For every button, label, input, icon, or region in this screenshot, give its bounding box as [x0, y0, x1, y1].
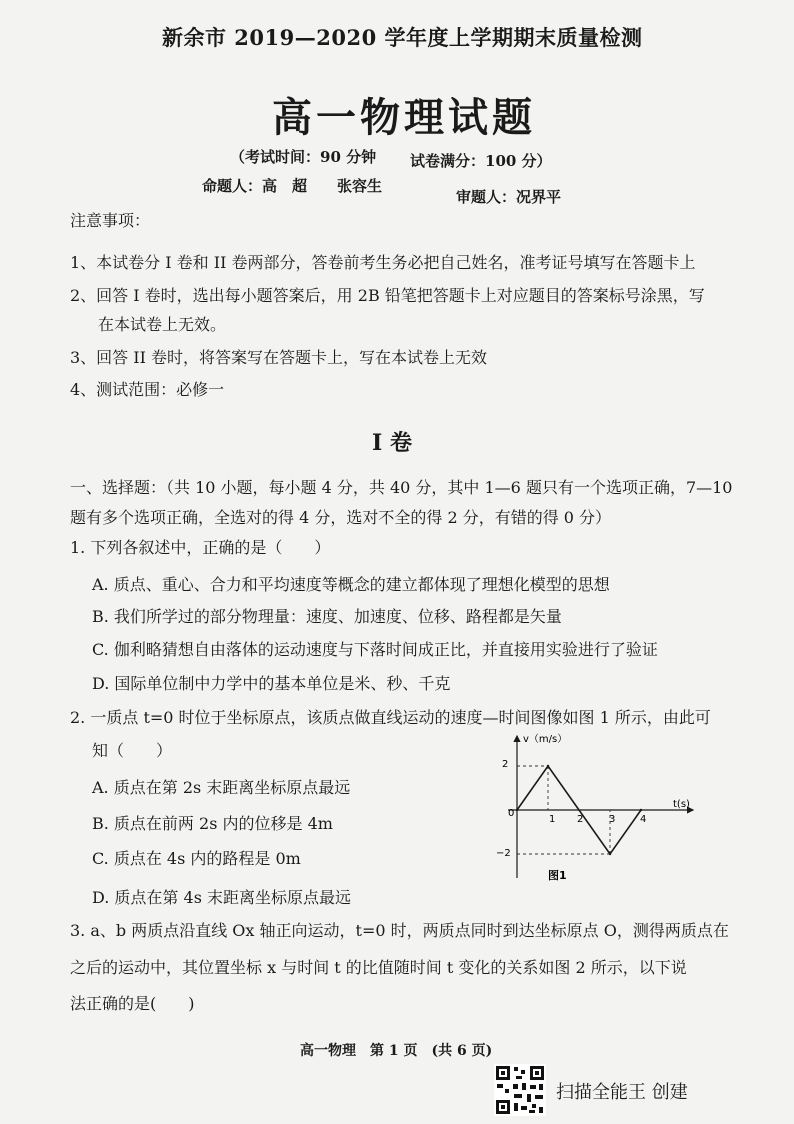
- x-axis-label: t(s): [673, 799, 690, 810]
- y-tick-label: 2: [502, 759, 509, 770]
- question-1-option-b: B. 我们所学过的部分物理量：速度、加速度、位移、路程都是矢量: [92, 607, 562, 626]
- qr-code-icon: [494, 1064, 546, 1116]
- author-label: 命题人：高 超 张容生: [202, 177, 383, 195]
- question-2-option-d: D. 质点在第 4s 末距离坐标原点最远: [92, 888, 351, 907]
- question-3-stem: 法正确的是( ): [70, 994, 195, 1013]
- origin-label: 0: [508, 808, 515, 819]
- figure-caption: 图1: [548, 869, 567, 882]
- x-tick-label: 3: [609, 814, 616, 825]
- question-2-option-b: B. 质点在前两 2s 内的位移是 4m: [92, 814, 333, 833]
- question-1-option-d: D. 国际单位制中力学中的基本单位是米、秒、千克: [92, 674, 451, 693]
- x-tick-label: 4: [640, 814, 647, 825]
- full-marks: 试卷满分：100 分）: [410, 152, 552, 170]
- section-instructions: 一、选择题：（共 10 小题，每小题 4 分，共 40 分，其中 1—6 题只有一个选项正确，7—10: [70, 478, 733, 497]
- notes-item: 2、回答 I 卷时，选出每小题答案后，用 2B 铅笔把答题卡上对应题目的答案标号涂黑，写: [70, 286, 705, 305]
- scanner-watermark: 扫描全能王 创建: [556, 1082, 688, 1103]
- data-point: [516, 809, 518, 811]
- question-3-stem: 之后的运动中，其位置坐标 x 与时间 t 的比值随时间 t 变化的关系如图 2 所示，以下说: [70, 958, 687, 977]
- notes-heading: 注意事项：: [70, 211, 151, 230]
- data-point: [547, 765, 549, 767]
- y-tick-label: −2: [496, 848, 511, 859]
- data-point: [640, 809, 642, 811]
- question-1-option-a: A. 质点、重心、合力和平均速度等概念的建立都体现了理想化模型的思想: [92, 575, 610, 594]
- reviewer-label: 审题人：况界平: [456, 188, 562, 206]
- question-1-stem: 1. 下列各叙述中，正确的是（ ）: [70, 538, 331, 557]
- notes-item: 在本试卷上无效。: [98, 315, 227, 334]
- notes-item: 3、回答 II 卷时，将答案写在答题卡上，写在本试卷上无效: [70, 348, 487, 367]
- notes-item: 4、测试范围：必修一: [70, 380, 225, 399]
- section-instructions: 题有多个选项正确，全选对的得 4 分，选对不全的得 2 分，有错的得 0 分）: [70, 508, 612, 527]
- y-axis-label: v（m/s）: [523, 734, 568, 745]
- exam-time: （考试时间：90 分钟: [230, 148, 377, 166]
- exam-header-line: 新余市 2019—2020 学年度上学期期末质量检测: [162, 25, 643, 50]
- page-title: 高一物理试题: [272, 94, 536, 141]
- question-2-option-c: C. 质点在 4s 内的路程是 0m: [92, 849, 301, 868]
- data-point: [609, 853, 611, 855]
- x-tick-label: 1: [549, 814, 556, 825]
- question-1-option-c: C. 伽利略猜想自由落体的运动速度与下落时间成正比，并直接用实验进行了验证: [92, 640, 658, 659]
- section-title: I 卷: [372, 430, 412, 456]
- x-tick-label: 2: [577, 814, 584, 825]
- question-2-option-a: A. 质点在第 2s 末距离坐标原点最远: [92, 778, 351, 797]
- notes-item: 1、本试卷分 I 卷和 II 卷两部分，答卷前考生务必把自己姓名，准考证号填写在答题卡上: [70, 253, 696, 272]
- question-2-stem: 知（ ）: [92, 741, 173, 760]
- velocity-time-graph: [488, 728, 704, 886]
- question-3-stem: 3. a、b 两质点沿直线 Ox 轴正向运动，t=0 时，两质点同时到达坐标原点 O，测得两质点在: [70, 921, 729, 940]
- page-footer: 高一物理 第 1 页 (共 6 页): [300, 1043, 493, 1059]
- question-2-stem: 2. 一质点 t=0 时位于坐标原点，该质点做直线运动的速度—时间图像如图 1 所示，由此可: [70, 708, 711, 727]
